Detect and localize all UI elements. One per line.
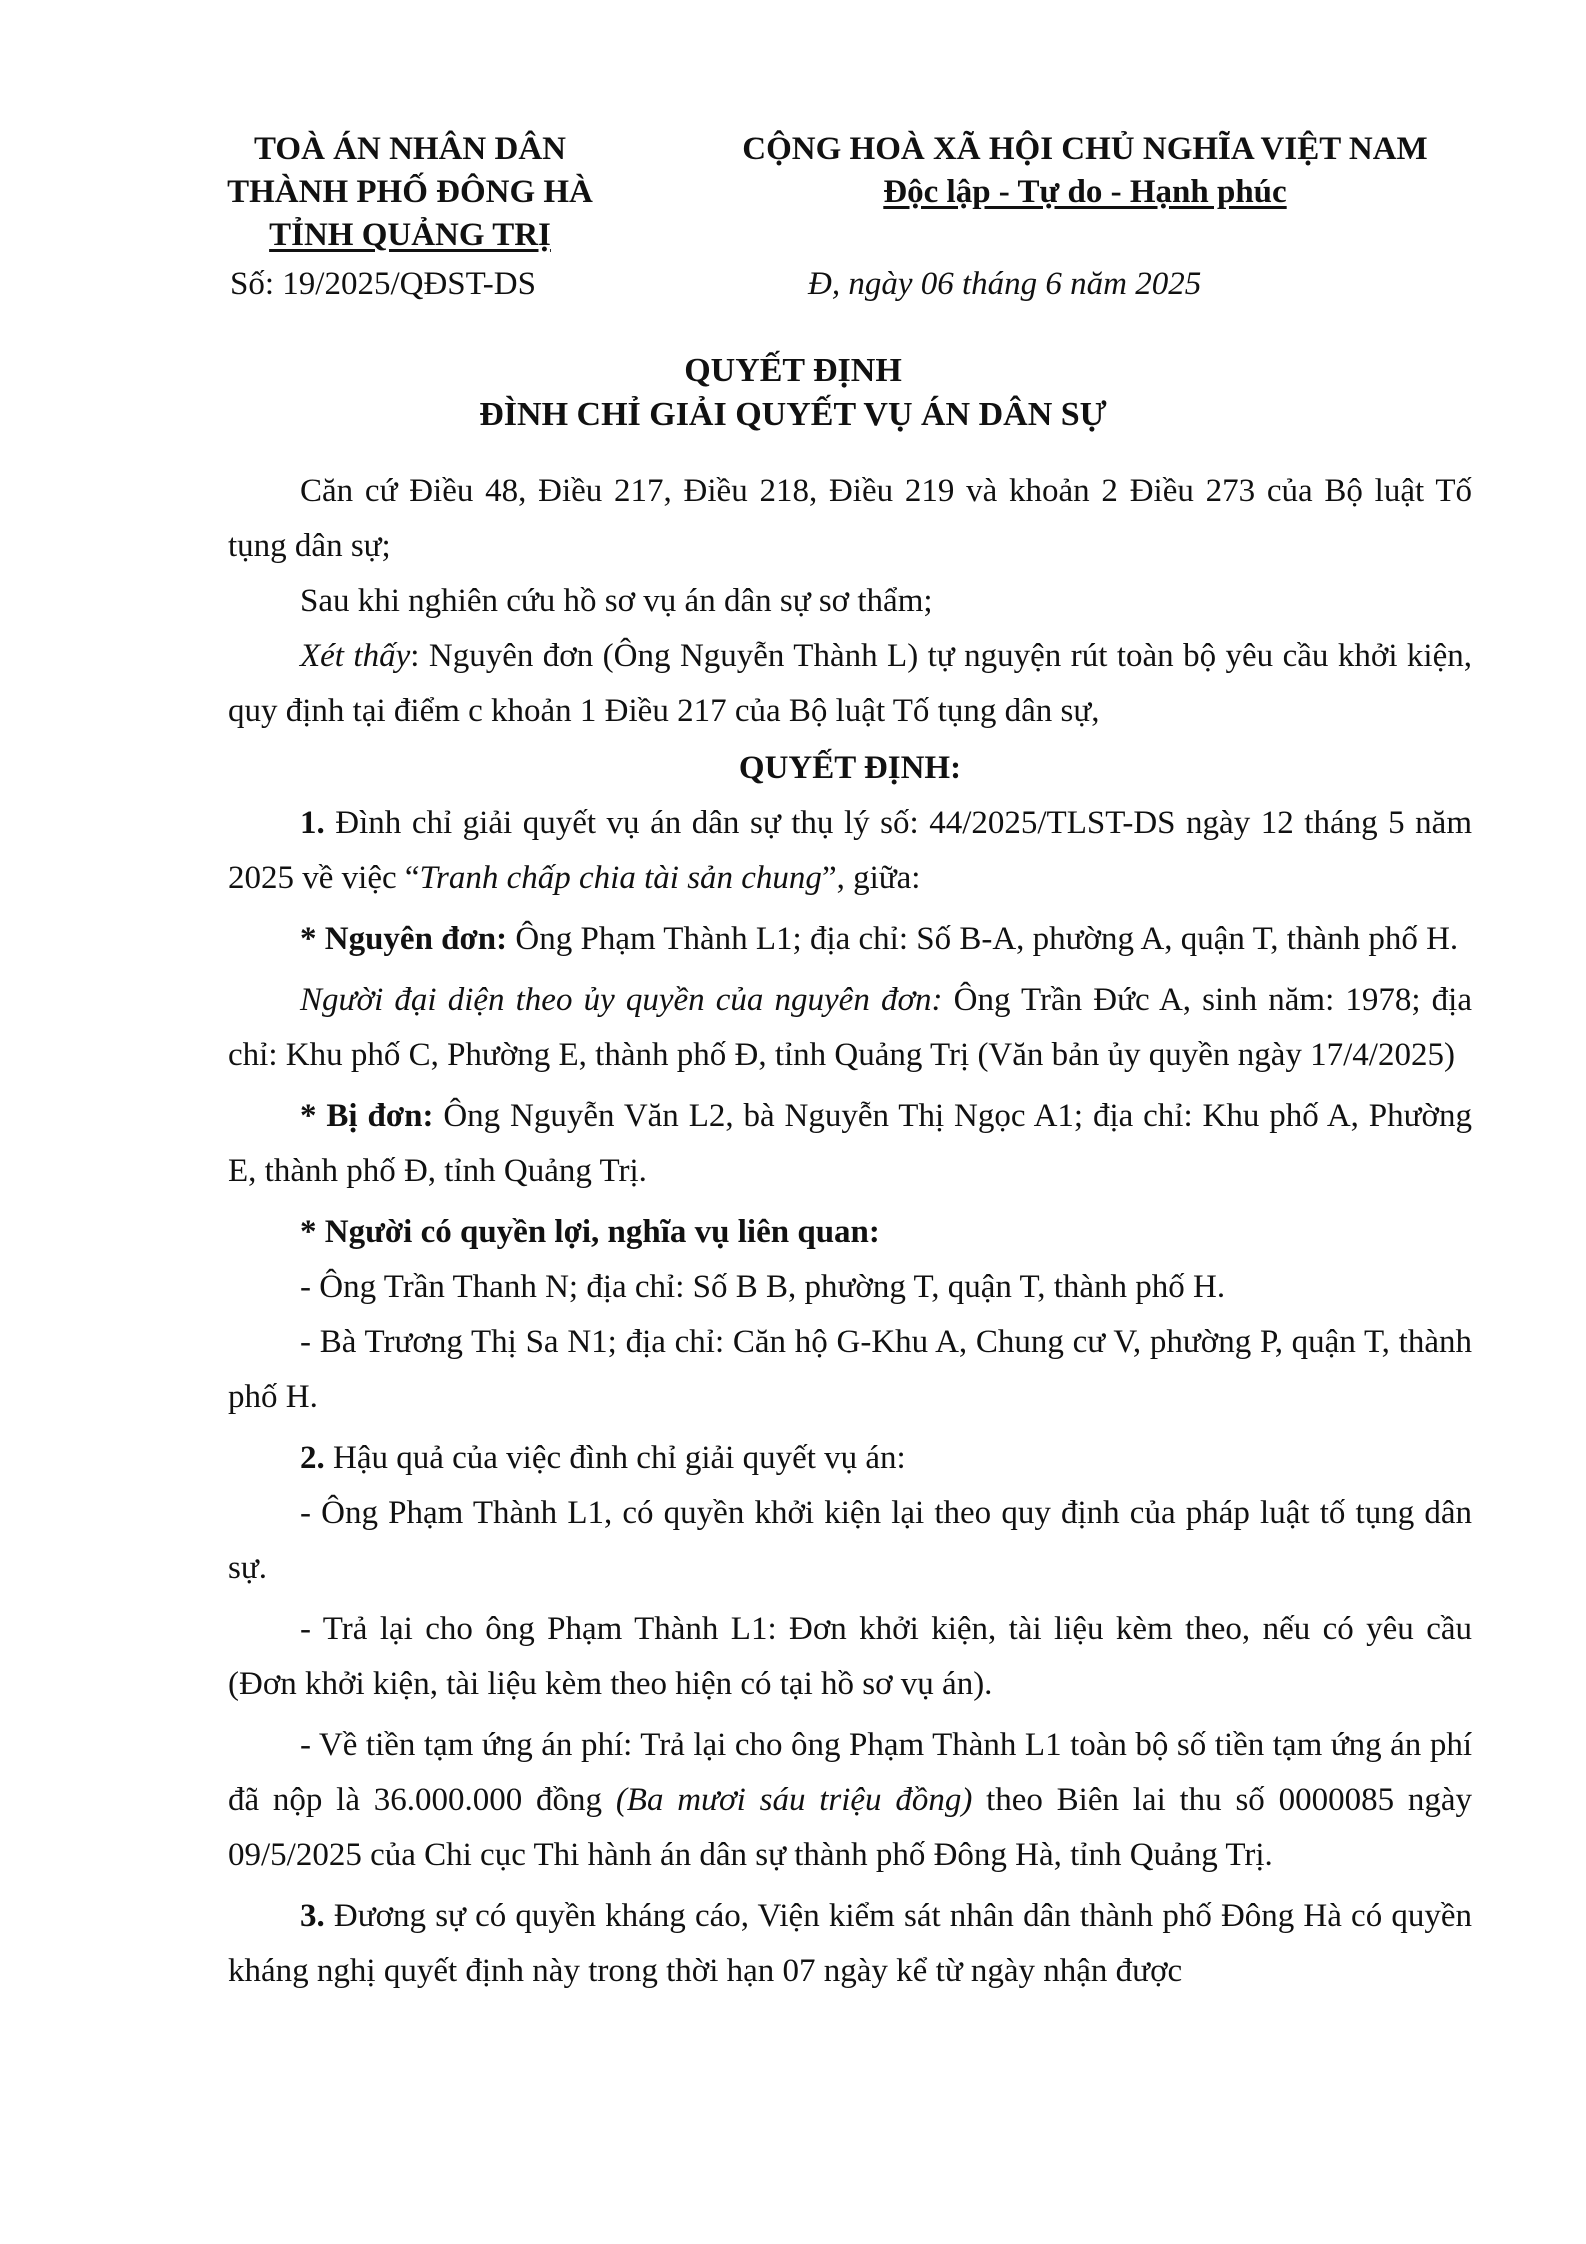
item-3-number: 3. (300, 1898, 325, 1934)
related-parties-heading: * Người có quyền lợi, nghĩa vụ liên quan: (300, 1214, 880, 1250)
document-title: QUYẾT ĐỊNH (684, 352, 902, 389)
item-2-c-amount-words: (Ba mươi sáu triệu đồng) (615, 1782, 973, 1818)
research-paragraph: Sau khi nghiên cứu hồ sơ vụ án dân sự sơ thẩm; (300, 583, 933, 619)
basis-paragraph: Căn cứ Điều 48, Điều 217, Điều 218, Điều 219 và khoản 2 Điều 273 của Bộ luật Tố tụng dân sự; (228, 473, 1472, 564)
defendant-paragraph (228, 1089, 1472, 1199)
item-3-paragraph (228, 1889, 1472, 1999)
representative-label: Người đại diện theo ủy quyền của nguyên đơn: (300, 982, 943, 1018)
item-2-text: Hậu quả của việc đình chỉ giải quyết vụ án: (324, 1440, 906, 1476)
plaintiff-paragraph (228, 912, 1472, 967)
item-2-a: - Ông Phạm Thành L1, có quyền khởi kiện lại theo quy định của pháp luật tố tụng dân sự. (228, 1495, 1472, 1586)
item-2-c (228, 1718, 1472, 1883)
considering-label: Xét thấy (300, 638, 411, 674)
item-2-c-end: theo Biên lai thu số 0000085 ngày 09/5/2025 của Chi cục Thi hành án dân sự thành phố Đông Hà, tỉnh Quảng Trị. (228, 1782, 1472, 1873)
item-1-paragraph (228, 796, 1472, 906)
country-line: CỘNG HOÀ XÃ HỘI CHỦ NGHĨA VIỆT NAM (742, 131, 1428, 167)
defendant-label: * Bị đơn: (300, 1098, 434, 1134)
court-line-2: THÀNH PHỐ ĐÔNG HÀ (227, 174, 593, 210)
document-body (228, 464, 1472, 1999)
plaintiff-text: Ông Phạm Thành L1; địa chỉ: Số B-A, phường A, quận T, thành phố H. (507, 921, 1459, 957)
decision-heading: QUYẾT ĐỊNH: (738, 750, 962, 786)
item-1-number: 1. (300, 805, 325, 841)
representative-paragraph (228, 973, 1472, 1083)
considering-text: : Nguyên đơn (Ông Nguyễn Thành L) tự nguyện rút toàn bộ yêu cầu khởi kiện, quy định tại điểm c khoản 1 Điều 217 của Bộ luật Tố tụng dân sự, (228, 638, 1472, 729)
court-line-3-text: TỈNH QUẢNG TRỊ (269, 217, 551, 253)
court-name-block (200, 128, 620, 257)
representative-text: Ông Trần Đức A, sinh năm: 1978; địa chỉ: Khu phố C, Phường E, thành phố Đ, tỉnh Quảng Trị (Văn bản ủy quyền ngày 17/4/2025) (228, 982, 1472, 1073)
item-1-text: Đình chỉ giải quyết vụ án dân sự thụ lý số: 44/2025/TLST-DS ngày 12 tháng 5 năm 2025 về việc “ (228, 805, 1472, 896)
document-subtitle: ĐÌNH CHỈ GIẢI QUYẾT VỤ ÁN DÂN SỰ (479, 396, 1107, 433)
plaintiff-label: * Nguyên đơn: (300, 921, 508, 957)
court-line-3 (200, 214, 620, 257)
related-party-2: - Bà Trương Thị Sa N1; địa chỉ: Căn hộ G-Khu A, Chung cư V, phường P, quận T, thành phố H. (228, 1324, 1472, 1415)
national-title-block (690, 128, 1480, 214)
item-2-number: 2. (300, 1440, 325, 1476)
issue-date: Đ, ngày 06 tháng 6 năm 2025 (808, 266, 1202, 302)
related-party-1: - Ông Trần Thanh N; địa chỉ: Số B B, phường T, quận T, thành phố H. (300, 1269, 1226, 1305)
item-2-b: - Trả lại cho ông Phạm Thành L1: Đơn khởi kiện, tài liệu kèm theo, nếu có yêu cầu (Đơn khởi kiện, tài liệu kèm theo hiện có tại hồ sơ vụ án). (228, 1611, 1472, 1702)
item-2-paragraph (228, 1431, 1472, 1486)
considering-paragraph (228, 629, 1472, 739)
defendant-text: Ông Nguyễn Văn L2, bà Nguyễn Thị Ngọc A1; địa chỉ: Khu phố A, Phường E, thành phố Đ, tỉnh Quảng Trị. (228, 1098, 1472, 1189)
item-1-case-name: Tranh chấp chia tài sản chung (419, 860, 822, 896)
reference-number: Số: 19/2025/QĐST-DS (230, 266, 536, 302)
item-2-c-start: - Về tiền tạm ứng án phí: Trả lại cho ông Phạm Thành L1 toàn bộ số tiền tạm ứng án phí đã nộp là 36.000.000 đồng (228, 1727, 1472, 1818)
item-1-end: ”, giữa: (821, 860, 921, 896)
item-3-text: Đương sự có quyền kháng cáo, Viện kiểm sát nhân dân thành phố Đông Hà có quyền kháng nghị quyết định này trong thời hạn 07 ngày kể từ ngày nhận được (228, 1898, 1472, 1989)
motto-text: Độc lập - Tự do - Hạnh phúc (883, 174, 1287, 210)
court-line-1: TOÀ ÁN NHÂN DÂN (254, 131, 566, 167)
motto-line (690, 171, 1480, 214)
